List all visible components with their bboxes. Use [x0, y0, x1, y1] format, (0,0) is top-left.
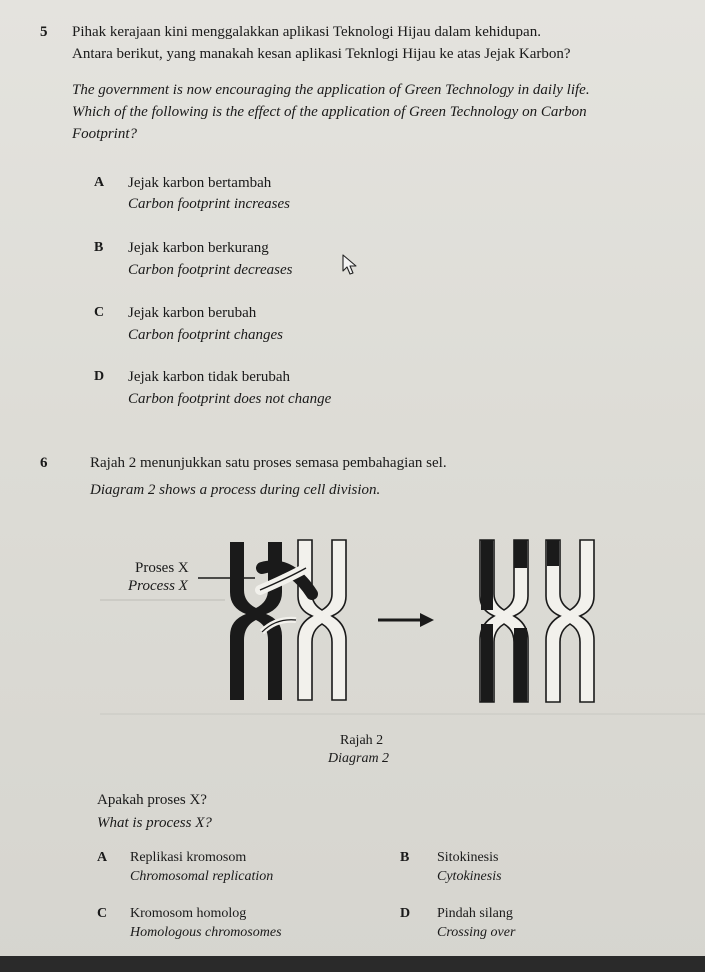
q5-option-d-letter[interactable]: D [94, 369, 105, 384]
q5-option-d-ms: Jejak karbon tidak berubah [128, 369, 291, 385]
q6-option-b-en: Cytokinesis [437, 869, 502, 884]
question-6-number: 6 [40, 455, 48, 471]
q6-option-c-letter[interactable]: C [97, 906, 108, 921]
q6-option-c-en: Homologous chromosomes [130, 925, 282, 940]
q6-option-b-ms: Sitokinesis [437, 850, 499, 865]
q6-option-a-ms: Replikasi kromosom [130, 850, 247, 865]
diagram-caption-en: Diagram 2 [328, 751, 390, 766]
left-chromosome-pair [230, 540, 346, 700]
diagram-caption-ms: Rajah 2 [340, 733, 384, 748]
q6-option-d-letter[interactable]: D [400, 906, 411, 921]
q5-option-b-ms: Jejak karbon berkurang [128, 240, 269, 256]
diagram-label-en: Process X [128, 578, 188, 594]
right-chromosome-light [546, 540, 594, 702]
q6-option-d-en: Crossing over [437, 925, 516, 940]
question-6-ask-ms: Apakah proses X? [97, 792, 207, 808]
q5-option-c-ms: Jejak karbon berubah [128, 305, 257, 321]
q5-option-b-en: Carbon footprint decreases [128, 262, 293, 278]
question-5-line3-en: Footprint? [72, 126, 138, 142]
question-5-line2-en: Which of the following is the effect of the application of Green Technology on Carbon [72, 104, 587, 120]
q5-option-a-ms: Jejak karbon bertambah [128, 175, 272, 191]
q6-option-d-ms: Pindah silang [437, 906, 513, 921]
q5-option-d-en: Carbon footprint does not change [128, 391, 332, 407]
question-5-line1-en: The government is now encouraging the application of Green Technology in daily life. [72, 82, 590, 98]
q5-option-b-letter[interactable]: B [94, 240, 104, 255]
process-arrow [378, 613, 434, 627]
question-6-line-ms: Rajah 2 menunjukkan satu proses semasa pembahagian sel. [90, 455, 447, 471]
question-6-line-en: Diagram 2 shows a process during cell division. [90, 482, 381, 498]
bottom-edge-shadow [0, 956, 705, 972]
diagram-label-ms: Proses X [135, 560, 189, 576]
q5-option-a-en: Carbon footprint increases [128, 196, 290, 212]
q5-option-c-letter[interactable]: C [94, 305, 105, 320]
q6-option-c-ms: Kromosom homolog [130, 906, 247, 921]
question-5-line2-ms: Antara berikut, yang manakah kesan aplikasi Teknlogi Hijau ke atas Jejak Karbon? [72, 46, 571, 62]
q6-option-b-letter[interactable]: B [400, 850, 410, 865]
question-5-number: 5 [40, 24, 48, 40]
q6-option-a-en: Chromosomal replication [130, 869, 274, 884]
right-chromosome-dark [480, 540, 528, 702]
q6-option-a-letter[interactable]: A [97, 850, 108, 865]
question-5-line1-ms: Pihak kerajaan kini menggalakkan aplikasi Teknologi Hijau dalam kehidupan. [72, 24, 541, 40]
question-6-ask-en: What is process X? [97, 815, 212, 831]
q5-option-c-en: Carbon footprint changes [128, 327, 284, 343]
q5-option-a-letter[interactable]: A [94, 175, 105, 190]
